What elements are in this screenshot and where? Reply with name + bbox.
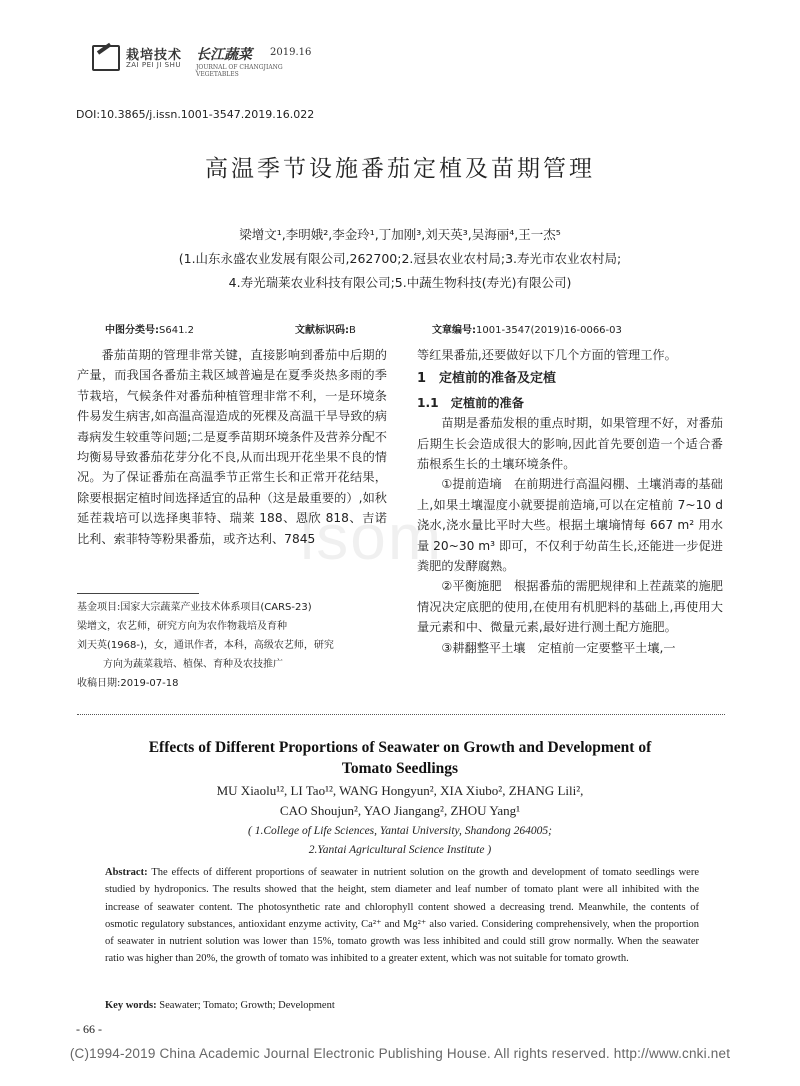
english-keywords (105, 1000, 335, 1011)
paragraph: ②平衡施肥 根据番茄的需肥规律和上茬蔬菜的施肥情况决定底肥的使用,在使用有机肥料的基础上,再使用大量元素和中、微量元素,最好进行测土配方施肥。 (417, 579, 723, 635)
author-bio-2: 刘天英(1968-)，女，通讯作者，本科，高级农艺师，研究 (77, 640, 334, 651)
section-heading-1-1: 1.1 定植前的准备 (417, 395, 524, 410)
doc-code-value: B (349, 325, 356, 336)
english-title-line-1: Effects of Different Proportions of Seawater on Growth and Development of (148, 739, 652, 756)
affiliation-line-1: (1.山东永盛农业发展有限公司,262700;2.冠县农业农村局;3.寿光市农业农村局; (178, 251, 622, 266)
intro-paragraph: 番茄苗期的管理非常关键，直接影响到番茄中后期的产量，而我国各番茄主栽区域普遍是在夏季炎热多雨的季节栽培，气候条件对番茄种植管理非常不利，一是环境条件易发生病害,如高温高湿造成的死棵及高温干旱导致的病毒病发生较重等问题;二是夏季苗期环境条件及营养分配不均衡易导致番茄花芽分化不良,从而出现开花坐果不良的情况。为了保证番茄在高温季节正常生长和正常开花结果，除要根据定植时间选择适宜的品种（这是最重要的）,如秋延茬栽培可以选择奥菲特、瑞莱 188、恩欣 818、吉诺比利、索菲特等粉果番茄，或齐达利、7845 (77, 348, 387, 546)
author-bio-2-cont: 方向为蔬菜栽培、植保、育种及农技推广 (103, 659, 283, 670)
authors: 梁增文¹,李明娥²,李金玲¹,丁加刚³,刘天英³,吴海丽⁴,王一杰⁵ (239, 227, 561, 242)
article-no-label: 文章编号: (432, 325, 476, 336)
abstract-text: The effects of different proportions of seawater in nutrient solution on the growth and development of tomato seedlings were studied by hydroponics. The results showed that the height, stem diameter and leaf number of tomato plant were all inhibited with the increase of seawater content. The photosynthetic rate and chlorophyll content showed a decreasing trend. Meanwhile, the contents of osmotic regulatory substances, antioxidant enzyme activity, Ca²⁺ and Mg²⁺ also varied. Considering comprehensively, when the proportion of seawater in nutrient solution was lower than 15%, tomato growth was less inhibited and could still grow normally. When the seawater ratio was higher than 20%, the growth of tomato was inhibited to a greater extent, which was not suitable for tomato growth. (105, 867, 700, 965)
affiliation-line-2: 4.寿光瑞莱农业科技有限公司;5.中蔬生物科技(寿光)有限公司) (228, 275, 572, 290)
article-number (432, 321, 622, 336)
page-number: - 66 - (76, 1022, 102, 1036)
keywords-text: Seawater; Tomato; Growth; Development (156, 1000, 335, 1011)
section-pinyin: ZAI PEI JI SHU (126, 61, 181, 69)
footnote-rule (77, 593, 199, 594)
keywords-label: Key words: (105, 1000, 157, 1011)
section-name: 栽培技术 (126, 48, 183, 63)
paragraph: 苗期是番茄发根的重点时期，如果管理不好，对番茄后期生长会造成很大的影响,因此首先要创造一个适合番茄根系生长的土壤环境条件。 (417, 416, 723, 472)
clc-number (105, 321, 194, 336)
clc-label: 中图分类号: (105, 325, 159, 336)
paper-title: 高温季节设施番茄定植及苗期管理 (205, 156, 595, 182)
journal-brand: 长江蔬菜 (196, 47, 252, 63)
left-column (77, 345, 387, 549)
journal-masthead (92, 42, 322, 82)
section-heading-1: 1 定植前的准备及定植 (417, 371, 557, 387)
copyright-footer: (C)1994-2019 China Academic Journal Electronic Publishing House. All rights reserved. http://www.cnki.net (69, 1046, 731, 1061)
footnote-block (77, 598, 397, 693)
continued-paragraph: 等红果番茄,还要做好以下几个方面的管理工作。 (417, 348, 677, 362)
english-authors-1: MU Xiaolu¹², LI Tao¹², WANG Hongyun², XIA Xiubo², ZHANG Lili², (216, 783, 584, 798)
paragraph: ③耕翻整平土壤 定植前一定要整平土壤,一 (441, 640, 676, 655)
journal-logo-icon (92, 45, 120, 71)
english-title-line-2: Tomato Seedlings (341, 760, 459, 777)
section-divider (77, 714, 725, 715)
author-bio-1: 梁增文，农艺师，研究方向为农作物栽培及育种 (77, 621, 287, 632)
english-affiliation-2: 2.Yantai Agricultural Science Institute ) (308, 844, 492, 856)
fund-line: 基金项目:国家大宗蔬菜产业技术体系项目(CARS-23) (77, 602, 312, 613)
issue-number: 2019.16 (270, 47, 312, 58)
english-title (0, 737, 800, 779)
english-authors-2: CAO Shoujun², YAO Jiangang², ZHOU Yang¹ (279, 803, 521, 818)
right-column (417, 345, 723, 658)
doi: DOI:10.3865/j.issn.1001-3547.2019.16.022 (76, 108, 315, 121)
journal-english-name: JOURNAL OF CHANGJIANG VEGETABLES (196, 64, 283, 78)
article-no-value: 1001-3547(2019)16-0066-03 (476, 325, 622, 336)
document-code (295, 321, 356, 336)
clc-value: S641.2 (159, 325, 194, 336)
received-date: 收稿日期:2019-07-18 (77, 678, 179, 689)
paragraph: ①提前造墒 在前期进行高温闷棚、土壤消毒的基础上,如果土壤湿度小就要提前造墒,可以在定植前 7~10 d 浇水,浇水量比平时大些。根据土壤墒情每 667 m² 用水量 20~30 m³ 即可，不仅利于幼苗生长,还能进一步促进粪肥的发酵腐熟。 (417, 477, 723, 574)
english-affiliation-1: ( 1.College of Life Sciences, Yantai University, Shandong 264005; (248, 825, 552, 837)
watermark: lsom (300, 501, 444, 573)
abstract-label: Abstract: (105, 867, 148, 878)
doc-code-label: 文献标识码: (295, 325, 349, 336)
english-abstract (105, 864, 699, 968)
